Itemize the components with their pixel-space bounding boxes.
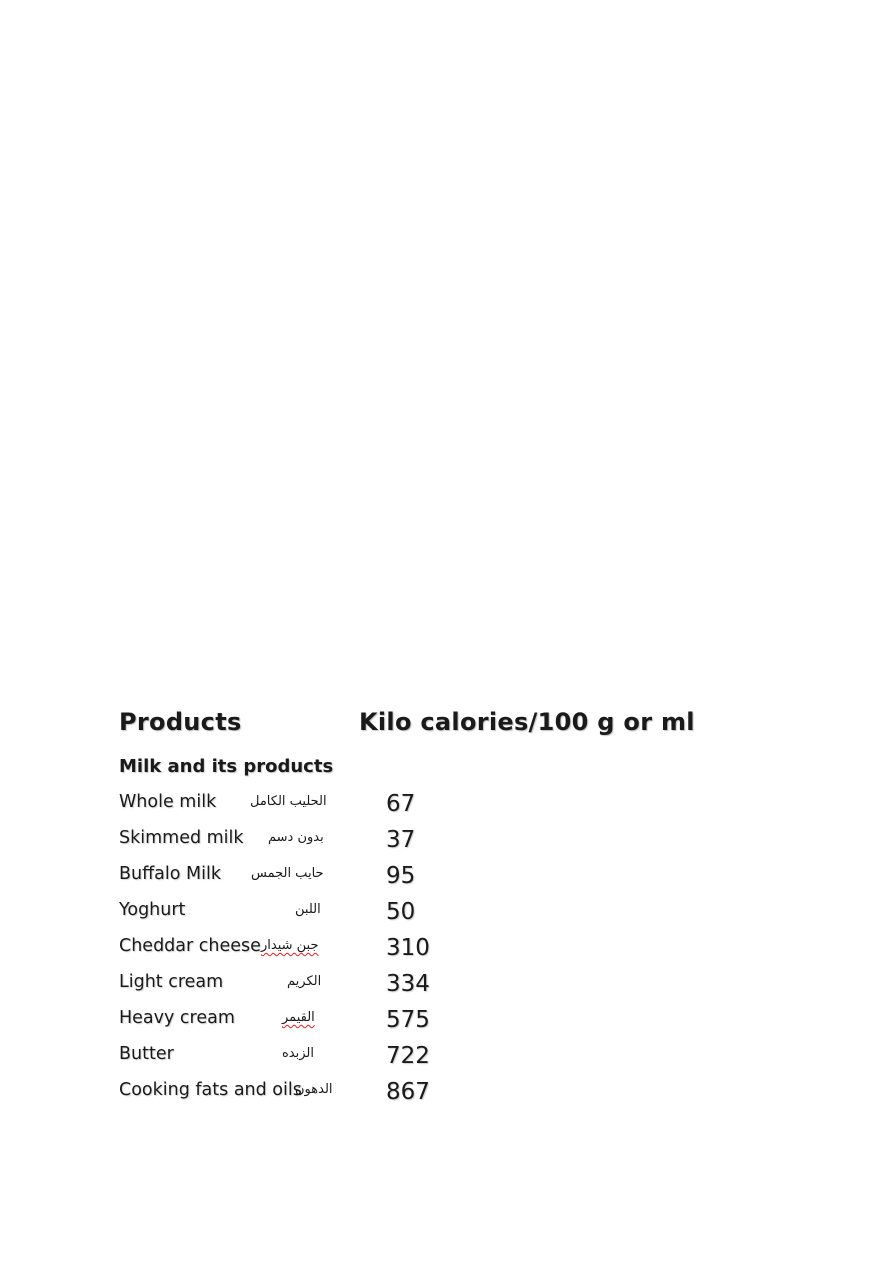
product-name-en: Heavy cream [119,1008,235,1028]
product-name-en: Cheddar cheese [119,936,261,956]
table-row [119,826,539,862]
product-name-ar: بدون دسم [268,830,324,845]
product-name-ar: الكريم [287,974,322,989]
product-name-ar: الحليب الكامل [250,794,327,809]
kcal-value: 67 [386,791,416,817]
section-title: Milk and its products [119,756,334,777]
product-name-en: Yoghurt [119,900,186,920]
product-name-ar: الزبده [282,1046,314,1061]
kcal-value: 334 [386,971,430,997]
product-name-ar: حايب الجمس [251,866,324,881]
kcal-value: 575 [386,1007,430,1033]
table-row [119,790,539,826]
table-row [119,1042,539,1078]
kcal-column-header: Kilo calories/100 g or ml [359,708,695,736]
product-name-en: Cooking fats and oils [119,1080,302,1100]
table-row [119,970,539,1006]
table-row [119,898,539,934]
product-name-ar: اللبن [295,902,321,917]
product-name-en: Skimmed milk [119,828,244,848]
product-name-en: Whole milk [119,792,217,812]
kcal-value: 50 [386,899,416,925]
product-name-en: Light cream [119,972,224,992]
product-name-ar: الدهون [295,1082,333,1097]
product-name-en: Butter [119,1044,174,1064]
product-name-ar: القيمر [282,1010,315,1025]
product-list [119,790,539,1114]
kcal-value: 95 [386,863,416,889]
kcal-value: 37 [386,827,416,853]
table-row [119,862,539,898]
product-name-en: Buffalo Milk [119,864,221,884]
products-column-header: Products [119,708,242,736]
kcal-value: 867 [386,1079,430,1105]
kcal-value: 722 [386,1043,430,1069]
kcal-value: 310 [386,935,430,961]
table-row [119,1078,539,1114]
table-row [119,1006,539,1042]
table-row [119,934,539,970]
product-name-ar: جبن شيدار [261,938,319,953]
